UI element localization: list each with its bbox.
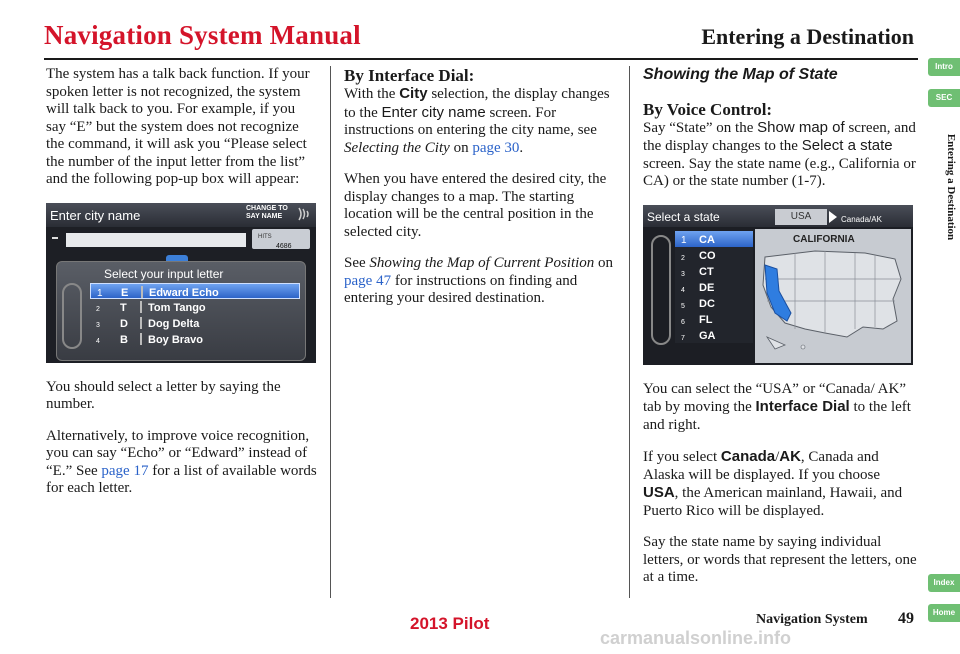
- footer-label: Navigation System: [756, 612, 868, 627]
- state-abbr: GA: [699, 329, 716, 342]
- row-separator: [140, 301, 142, 313]
- sidebar-tab-home[interactable]: [928, 604, 960, 622]
- letter-row[interactable]: [90, 331, 300, 347]
- change-line-1: CHANGE TO: [246, 204, 288, 212]
- state-number: 5: [681, 302, 685, 310]
- row-separator: [140, 333, 142, 345]
- state-number: 4: [681, 286, 685, 294]
- p3-see: See: [344, 255, 366, 271]
- usa-map-icon: [755, 229, 911, 363]
- usa-label: USA: [643, 484, 675, 501]
- model-year: 2013 Pilot: [410, 614, 490, 633]
- row-letter: D: [120, 317, 128, 330]
- dial-knob-icon: [651, 235, 671, 345]
- sidebar-tab-sec-label: SEC: [935, 93, 953, 102]
- sidebar-vertical-label: Entering a Destination: [945, 133, 957, 241]
- alt-text-b: for a list of available words for each letter.: [46, 462, 317, 496]
- row-number: 3: [96, 321, 100, 329]
- state-number: 1: [681, 234, 687, 246]
- ak-label: AK: [779, 448, 801, 465]
- screen-title: Select a state: [647, 209, 720, 224]
- sidebar-tab-intro-label: Intro: [935, 62, 953, 71]
- page-30-link[interactable]: page 30: [472, 139, 520, 156]
- c3-p1-c: screen. Say the state name (e.g., California or CA) or the state number (1-7).: [643, 155, 916, 189]
- row-number: 2: [96, 305, 100, 313]
- select-by-number-paragraph: You should select a letter by saying the number.: [46, 378, 281, 412]
- state-number: 7: [681, 334, 685, 342]
- interface-dial-heading: By Interface Dial:: [344, 66, 475, 85]
- row-separator: [140, 317, 142, 329]
- canada-label: Canada: [720, 448, 776, 465]
- popup-title: Select your input letter: [104, 266, 224, 281]
- section-title: Entering a Destination: [701, 24, 914, 49]
- select-a-state-label: Select a state: [801, 137, 893, 154]
- p1-a: With the: [344, 86, 396, 102]
- state-row[interactable]: [675, 247, 753, 263]
- state-row[interactable]: [675, 279, 753, 295]
- row-letter: B: [120, 333, 128, 346]
- letter-row[interactable]: [90, 283, 300, 299]
- c3-p3-b: , Canada and Alaska will be displayed. If you choose: [643, 449, 881, 483]
- alternative-paragraph: [46, 428, 318, 498]
- c3-p1-a: Say “State” on the: [643, 119, 754, 136]
- row-number: 1: [97, 287, 103, 299]
- c3-p3-c: , the American mainland, Hawaii, and Puerto Rico will be displayed.: [643, 485, 903, 519]
- dial-knob-icon: [62, 283, 82, 349]
- row-letter: T: [120, 301, 127, 314]
- sidebar-tab-index[interactable]: [928, 574, 960, 592]
- state-row[interactable]: [675, 231, 753, 247]
- state-abbr: FL: [699, 313, 713, 326]
- usa-map: [755, 229, 911, 363]
- state-number: 3: [681, 270, 685, 278]
- alt-text-a: Alternatively, to improve voice recognition, you can say “Echo” or “Edward” instead of “E.” See: [46, 427, 310, 479]
- state-abbr: CT: [699, 265, 714, 278]
- spell-state-paragraph: Say the state name by saying individual letters, or words that represent the letters, one at a time.: [643, 534, 917, 585]
- hits-label: HITS: [258, 233, 272, 240]
- c3-p3-a: If you select: [643, 449, 718, 465]
- page-47-link[interactable]: page 47: [344, 272, 392, 289]
- state-row[interactable]: [675, 263, 753, 279]
- tab-canada-ak[interactable]: Canada/AK: [841, 214, 882, 224]
- c3-p1-b: screen, and the display changes to the: [643, 119, 916, 154]
- c3-p2-a: You can select the “USA” or “Canada/ AK” tab by moving the: [643, 380, 906, 415]
- select-a-state-screenshot: [643, 205, 913, 365]
- p3-b: for instructions on finding and entering your desired destination.: [344, 272, 578, 306]
- sidebar-tab-index-label: Index: [933, 578, 955, 587]
- sidebar-tab-home-label: Home: [932, 608, 956, 617]
- sidebar-tab-intro[interactable]: [928, 58, 960, 76]
- letter-row[interactable]: [90, 315, 300, 331]
- city-name-field: [66, 233, 246, 247]
- p1-b: selection, the display changes to the: [344, 86, 610, 121]
- header-rule: [44, 58, 918, 60]
- column-divider-2: [629, 66, 630, 598]
- row-word: Dog Delta: [148, 317, 200, 330]
- p1-end: .: [519, 139, 524, 156]
- arrow-right-icon: [829, 211, 837, 223]
- say-state-paragraph: [643, 119, 918, 191]
- enter-city-name-screenshot: [46, 203, 316, 363]
- map-of-state-heading: Showing the Map of State: [643, 66, 838, 83]
- state-abbr: DC: [699, 297, 715, 310]
- state-number: 6: [681, 318, 685, 326]
- p1-on: on: [453, 139, 469, 156]
- row-word: Tom Tango: [148, 301, 206, 314]
- current-position-ref: Showing the Map of Current Position: [369, 255, 595, 271]
- letter-row[interactable]: [90, 299, 300, 315]
- slash: /: [775, 449, 780, 465]
- state-abbr: CA: [699, 233, 715, 246]
- city-selection-paragraph: [344, 85, 620, 157]
- hits-value: 4686: [276, 242, 292, 250]
- voice-control-heading: By Voice Control:: [643, 99, 773, 119]
- p1-c: screen. For instructions on entering the city name, see: [344, 104, 597, 138]
- row-letter: E: [121, 286, 129, 299]
- p3-on: on: [598, 255, 614, 271]
- minus-icon: [52, 237, 58, 239]
- talk-icon: [296, 206, 310, 222]
- row-word: Edward Echo: [149, 286, 219, 299]
- c3-p2-b: to the left and right.: [643, 399, 911, 433]
- screen-title: Enter city name: [50, 207, 141, 223]
- change-line-2: SAY NAME: [246, 212, 283, 220]
- city-label: City: [399, 85, 428, 102]
- map-display-paragraph: When you have entered the desired city, the display changes to a map. The starting location will be the central position in the selected city.: [344, 171, 607, 240]
- column-divider-1: [330, 66, 331, 598]
- row-separator: [141, 286, 143, 298]
- state-abbr: DE: [699, 281, 715, 294]
- letter-list: [90, 283, 300, 347]
- sidebar-tab-sec[interactable]: [928, 89, 960, 107]
- show-map-of-label: Show map of: [757, 118, 845, 136]
- column-3: [643, 66, 918, 601]
- page-17-link[interactable]: page 17: [101, 462, 149, 479]
- page-number: 49: [898, 610, 914, 627]
- map-state-label: CALIFORNIA: [793, 233, 855, 245]
- state-row[interactable]: [675, 311, 753, 327]
- canada-usa-paragraph: [643, 448, 918, 520]
- change-to-say-name: [246, 205, 288, 221]
- state-row[interactable]: [675, 295, 753, 311]
- column-1: [46, 66, 318, 512]
- watermark: carmanualsonline.info: [600, 628, 792, 648]
- state-number: 2: [681, 254, 685, 262]
- state-row[interactable]: [675, 327, 753, 343]
- row-number: 4: [96, 337, 100, 345]
- enter-city-name-label: Enter city name: [381, 103, 486, 121]
- tab-selection-paragraph: [643, 381, 918, 435]
- state-list: [675, 231, 753, 343]
- manual-title: Navigation System Manual: [44, 20, 361, 50]
- selecting-the-city-ref: Selecting the City: [344, 139, 450, 156]
- see-current-position-paragraph: [344, 255, 620, 308]
- tab-usa[interactable]: USA: [775, 209, 827, 225]
- column-2: [344, 66, 620, 322]
- interface-dial-label: Interface Dial: [755, 398, 850, 415]
- state-abbr: CO: [699, 249, 716, 262]
- talk-back-paragraph: The system has a talk back function. If your spoken letter is not recognized, the system will talk back to you. For example, if you say “E” but the system does not recognize the command, it will ask you “Please select the number of the input letter from the list” and the following pop-up box will appear:: [46, 66, 310, 187]
- row-word: Boy Bravo: [148, 333, 204, 346]
